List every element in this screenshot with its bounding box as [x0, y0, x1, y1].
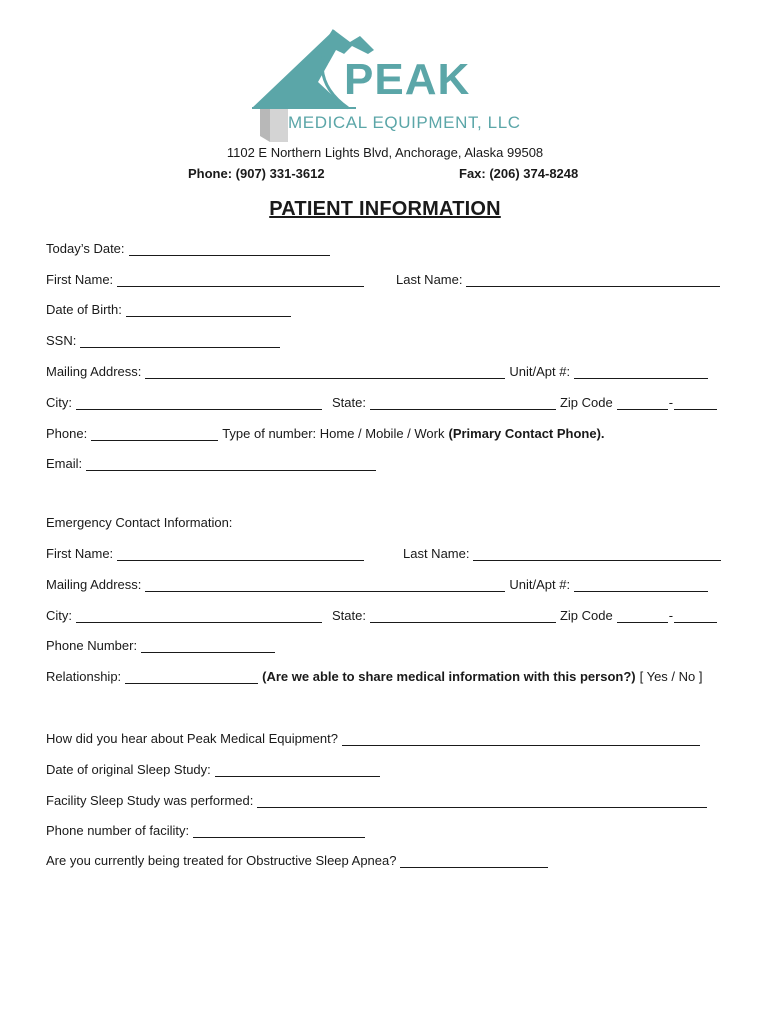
ec-mailing-address-label: Mailing Address:: [46, 577, 142, 592]
email-row: [46, 451, 380, 471]
ec-zip-dash: -: [668, 608, 674, 623]
ec-phone-row: [46, 633, 279, 653]
facility-phone-field[interactable]: [193, 823, 365, 838]
ec-mailing-address-field[interactable]: [145, 577, 505, 592]
osa-label: Are you currently being treated for Obstructive Sleep Apnea?: [46, 853, 397, 868]
email-label: Email:: [46, 456, 83, 471]
study-date-row: [46, 757, 384, 777]
osa-row: [46, 848, 552, 868]
city-field[interactable]: [76, 395, 322, 410]
company-fax: Fax: (206) 374-8248: [459, 166, 579, 181]
facility-row: [46, 788, 711, 808]
osa-field[interactable]: [400, 853, 548, 868]
emergency-heading-row: [46, 510, 236, 530]
study-date-field[interactable]: [215, 762, 380, 777]
hear-about-field[interactable]: [342, 731, 700, 746]
zip-field-part2[interactable]: [674, 395, 717, 410]
ec-first-name-row: [46, 541, 368, 561]
facility-phone-row: [46, 818, 369, 838]
ec-first-name-label: First Name:: [46, 546, 114, 561]
phone-type-label: Type of number: Home / Mobile / Work: [222, 426, 445, 441]
ec-mailing-address-row: [46, 572, 712, 592]
ec-city-label: City:: [46, 608, 72, 623]
emergency-heading: Emergency Contact Information:: [46, 515, 233, 530]
study-date-label: Date of original Sleep Study:: [46, 762, 211, 777]
company-address: 1102 E Northern Lights Blvd, Anchorage, Alaska 99508: [226, 145, 544, 160]
city-label: City:: [46, 395, 72, 410]
ssn-row: [46, 328, 284, 348]
email-field[interactable]: [86, 456, 376, 471]
city-row: [46, 390, 717, 410]
peak-logo: [248, 24, 528, 148]
ec-last-name-field[interactable]: [473, 546, 721, 561]
ec-unit-label: Unit/Apt #:: [509, 577, 571, 592]
first-name-label: First Name:: [46, 272, 114, 287]
relationship-row: [46, 664, 706, 684]
ec-last-name-label: Last Name:: [403, 546, 470, 561]
ec-phone-field[interactable]: [141, 638, 275, 653]
facility-phone-label: Phone number of facility:: [46, 823, 190, 838]
ec-zip-field-part1[interactable]: [617, 608, 668, 623]
mailing-address-field[interactable]: [145, 364, 505, 379]
unit-field[interactable]: [574, 364, 708, 379]
facility-label: Facility Sleep Study was performed:: [46, 793, 254, 808]
share-info-question: (Are we able to share medical information with this person?): [262, 669, 636, 684]
relationship-label: Relationship:: [46, 669, 122, 684]
dob-label: Date of Birth:: [46, 302, 122, 317]
ec-city-row: [46, 603, 717, 623]
state-label: State:: [332, 395, 366, 410]
todays-date-field[interactable]: [129, 241, 330, 256]
dob-field[interactable]: [126, 302, 291, 317]
dob-row: [46, 297, 295, 317]
ec-last-name-row: [403, 541, 725, 561]
hear-about-row: [46, 726, 704, 746]
unit-label: Unit/Apt #:: [509, 364, 571, 379]
company-phone: Phone: (907) 331-3612: [188, 166, 325, 181]
phone-row: [46, 421, 609, 441]
todays-date-row: [46, 236, 334, 256]
ec-unit-field[interactable]: [574, 577, 708, 592]
first-name-field[interactable]: [117, 272, 364, 287]
phone-field[interactable]: [91, 426, 218, 441]
last-name-row: [396, 267, 724, 287]
facility-field[interactable]: [257, 793, 707, 808]
first-name-row: [46, 267, 368, 287]
ssn-label: SSN:: [46, 333, 77, 348]
ssn-field[interactable]: [80, 333, 280, 348]
last-name-label: Last Name:: [396, 272, 463, 287]
logo-wordmark: PEAK: [344, 55, 471, 104]
ec-state-field[interactable]: [370, 608, 556, 623]
zip-field-part1[interactable]: [617, 395, 668, 410]
ec-zip-label: Zip Code: [559, 608, 613, 623]
ec-phone-label: Phone Number:: [46, 638, 138, 653]
share-info-options[interactable]: [ Yes / No ]: [639, 669, 703, 684]
last-name-field[interactable]: [466, 272, 720, 287]
mailing-address-label: Mailing Address:: [46, 364, 142, 379]
ec-zip-field-part2[interactable]: [674, 608, 717, 623]
todays-date-label: Today’s Date:: [46, 241, 125, 256]
ec-state-label: State:: [332, 608, 366, 623]
ec-first-name-field[interactable]: [117, 546, 364, 561]
zip-dash: -: [668, 395, 674, 410]
state-field[interactable]: [370, 395, 556, 410]
logo-subtitle: MEDICAL EQUIPMENT, LLC: [288, 113, 521, 132]
phone-label: Phone:: [46, 426, 88, 441]
zip-label: Zip Code: [559, 395, 613, 410]
hear-about-label: How did you hear about Peak Medical Equipment?: [46, 731, 338, 746]
page-title: PATIENT INFORMATION: [269, 198, 501, 220]
ec-city-field[interactable]: [76, 608, 322, 623]
relationship-field[interactable]: [125, 669, 258, 684]
mailing-address-row: [46, 359, 712, 379]
primary-contact-note: (Primary Contact Phone).: [448, 426, 605, 441]
